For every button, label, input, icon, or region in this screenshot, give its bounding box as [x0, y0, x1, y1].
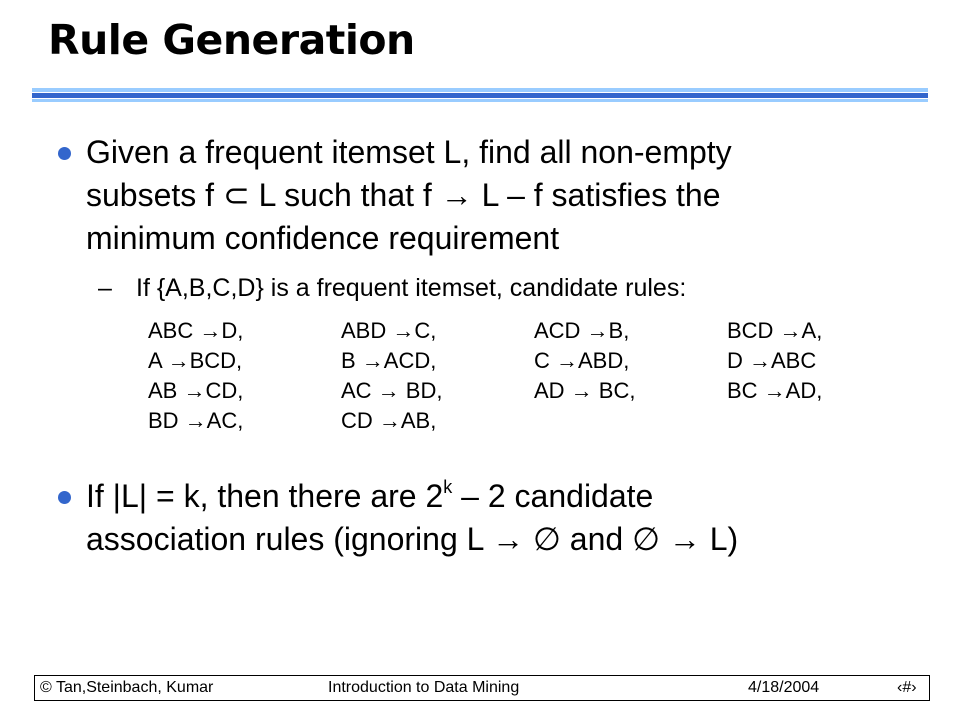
candidate-rule: ABD →C, [341, 318, 437, 343]
candidate-rule: ABC →D, [148, 318, 244, 343]
candidate-rule: AC → BD, [341, 378, 443, 403]
footer-page-number: ‹#› [897, 679, 917, 696]
rule-count-text: If |L| = k, then there are 2 [86, 478, 444, 514]
candidate-rule: AB →CD, [148, 378, 244, 403]
bullet-text [86, 131, 732, 260]
candidate-rule: C →ABD, [534, 348, 630, 373]
title-underline-middle [32, 93, 928, 98]
bullet-line: Given a frequent itemset L, find all non-empty [86, 134, 732, 170]
candidate-rule: D →ABC [727, 348, 817, 373]
candidate-rule: BCD →A, [727, 318, 823, 343]
candidate-rule: ACD →B, [534, 318, 630, 343]
footer-course: Introduction to Data Mining [328, 679, 520, 696]
candidate-rule: A →BCD, [148, 348, 243, 373]
slide-title: Rule Generation [48, 16, 415, 64]
candidate-rule: B →ACD, [341, 348, 437, 373]
bullet-line [86, 475, 738, 518]
candidate-rule: BC →AD, [727, 378, 823, 403]
bullet-line: subsets f ⊂ L such that f → L – f satisfies the [86, 177, 721, 213]
candidate-rule: AD → BC, [534, 378, 636, 403]
subbullet-text: If {A,B,C,D} is a frequent itemset, candidate rules: [136, 274, 687, 302]
exponent-k: k [443, 477, 453, 497]
bullet-dot-icon [58, 491, 71, 504]
candidate-rule: BD →AC, [148, 408, 244, 433]
bullet-dot-icon [58, 147, 71, 160]
candidate-rules-grid [148, 318, 920, 438]
slide-footer [34, 675, 930, 701]
title-underline-top [32, 88, 928, 92]
bullet-line: minimum confidence requirement [86, 220, 560, 256]
rule-count-text-end: – 2 candidate [452, 478, 654, 514]
bullet-text [86, 475, 738, 561]
subbullet-dash: – [98, 274, 112, 302]
bullet-line: association rules (ignoring L → ∅ and ∅ → L) [86, 521, 739, 557]
candidate-rule: CD →AB, [341, 408, 437, 433]
footer-copyright: © Tan,Steinbach, Kumar [40, 679, 214, 696]
footer-date: 4/18/2004 [748, 679, 820, 696]
title-underline-bottom [32, 99, 928, 102]
